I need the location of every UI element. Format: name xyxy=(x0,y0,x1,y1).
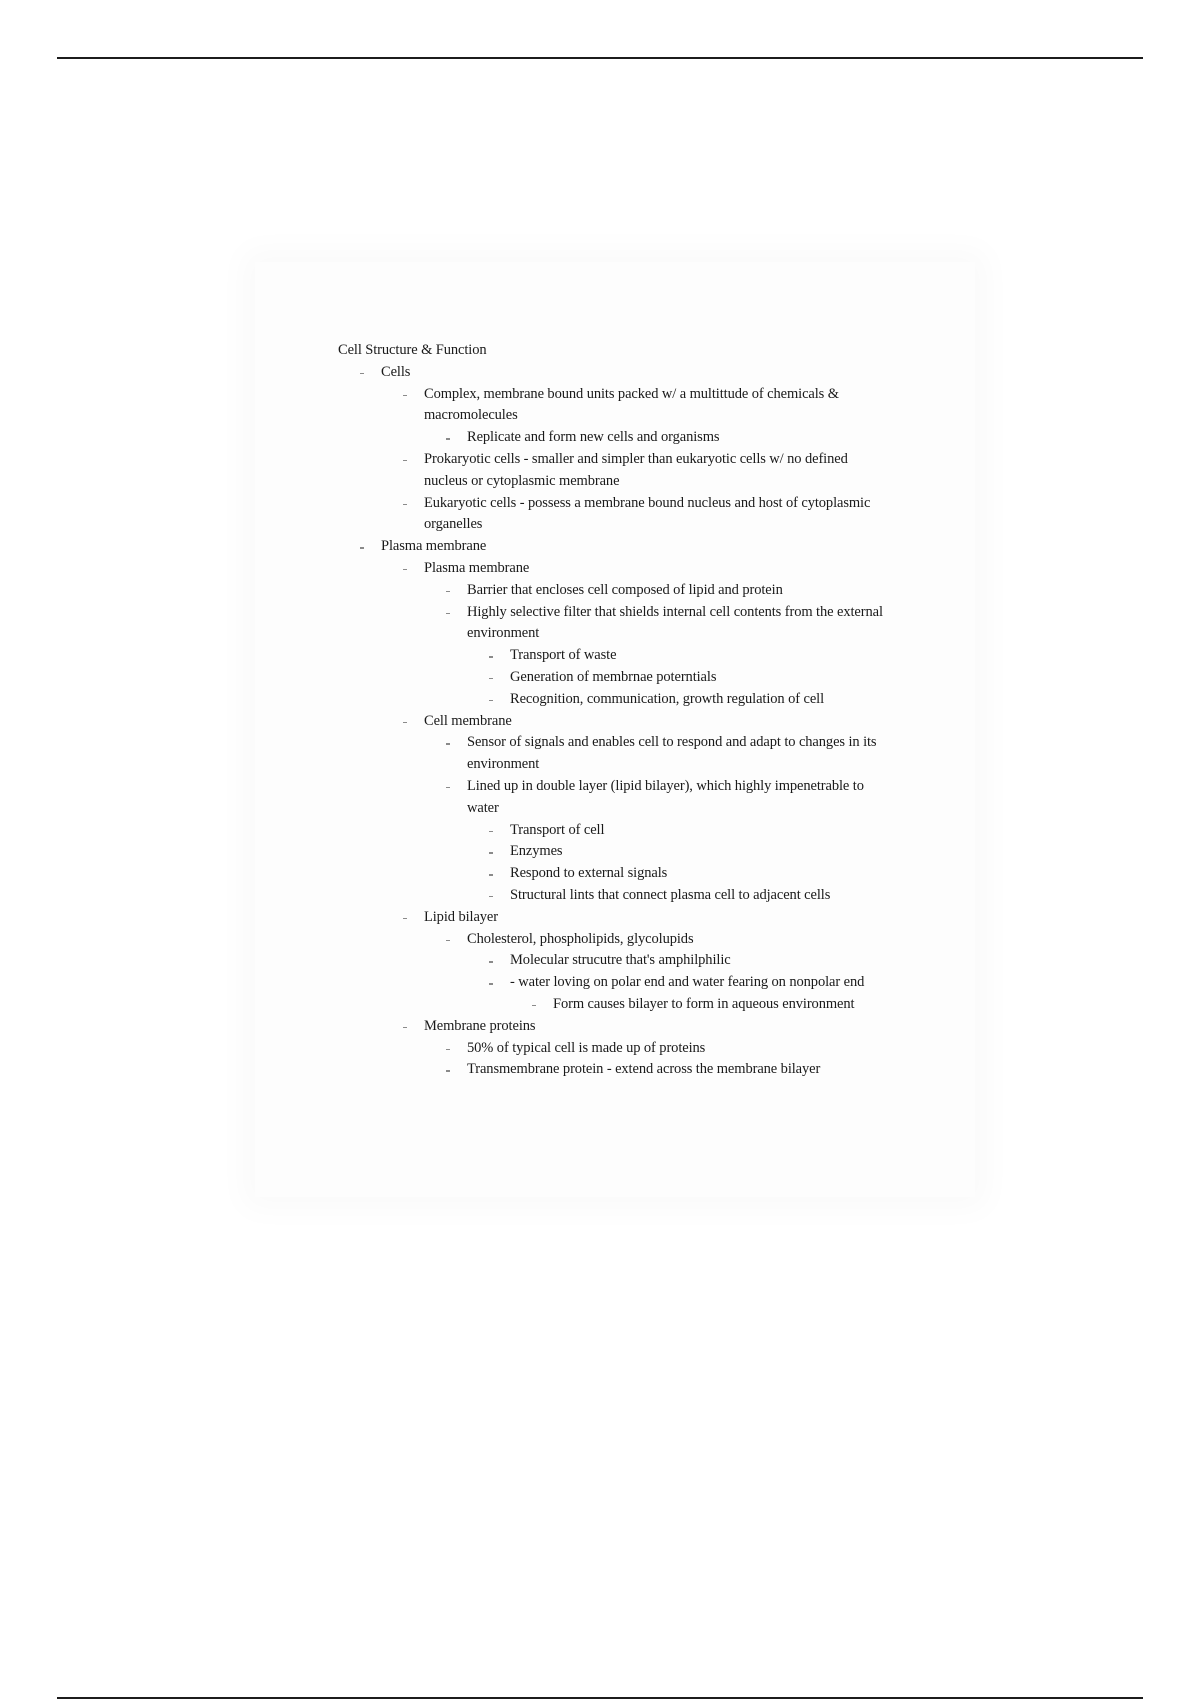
outline-item-text: Prokaryotic cells - smaller and simpler than eukaryotic cells w/ no defined nucleus or cytoplasmic membrane xyxy=(424,450,848,489)
outline-item xyxy=(510,689,938,711)
outline-item-text: Sensor of signals and enables cell to respond and adapt to changes in its environment xyxy=(467,734,877,773)
outline-item xyxy=(467,776,938,907)
outline-item xyxy=(424,384,938,449)
outline-item-text: Molecular strucutre that's amphilphilic xyxy=(510,952,731,969)
outline-item-text: Plasma membrane xyxy=(424,559,530,576)
outline-item xyxy=(510,645,938,667)
notes-content xyxy=(338,340,938,1081)
top-rule xyxy=(57,57,1143,59)
outline-item xyxy=(510,972,938,1016)
outline-item xyxy=(510,667,938,689)
outline-item xyxy=(467,1038,938,1060)
outline-item-text: Eukaryotic cells - possess a membrane bound nucleus and host of cytoplasmic organelles xyxy=(424,494,871,533)
outline-item xyxy=(467,929,938,1016)
outline-item-text: Plasma membrane xyxy=(381,538,487,555)
outline-level-3 xyxy=(424,732,938,906)
outline-item-text: Membrane proteins xyxy=(424,1017,536,1034)
outline-item-text: Lipid bilayer xyxy=(424,908,498,925)
outline-item-text: Transmembrane protein - extend across the membrane bilayer xyxy=(467,1061,821,1078)
outline-item-text: Cells xyxy=(381,363,411,380)
outline-item-text: Recognition, communication, growth regulation of cell xyxy=(510,690,825,707)
outline-item xyxy=(467,1059,938,1081)
outline-item xyxy=(510,820,938,842)
outline-level-5 xyxy=(510,994,938,1016)
bottom-rule xyxy=(57,1697,1143,1699)
outline-level-3 xyxy=(424,580,938,711)
outline-item-text: Barrier that encloses cell composed of lipid and protein xyxy=(467,581,783,598)
outline-level-2 xyxy=(381,384,938,537)
outline-item-text: Generation of membrnae poterntials xyxy=(510,668,717,685)
document-title: Cell Structure & Function xyxy=(338,342,487,358)
outline-item xyxy=(424,1016,938,1081)
outline-item xyxy=(553,994,938,1016)
outline-item xyxy=(510,950,938,972)
outline-level-2 xyxy=(381,558,938,1081)
outline-item-text: Highly selective filter that shields internal cell contents from the external environment xyxy=(467,603,883,642)
outline-item xyxy=(510,841,938,863)
outline-item-text: Structural lints that connect plasma cell to adjacent cells xyxy=(510,886,831,903)
outline-item-text: Lined up in double layer (lipid bilayer), which highly impenetrable to water xyxy=(467,777,864,816)
outline-item xyxy=(510,863,938,885)
outline-item xyxy=(424,711,938,907)
outline-item-text: Enzymes xyxy=(510,843,563,860)
outline-item-text: 50% of typical cell is made up of proteins xyxy=(467,1039,706,1056)
outline-item xyxy=(424,558,938,711)
outline-item xyxy=(467,580,938,602)
outline-item-text: Form causes bilayer to form in aqueous environment xyxy=(553,995,855,1012)
outline-item-text: Transport of waste xyxy=(510,647,617,664)
outline-item xyxy=(424,449,938,493)
outline-item-text: Cell membrane xyxy=(424,712,512,729)
outline-level-4 xyxy=(467,820,938,907)
outline-item xyxy=(424,493,938,537)
outline-item xyxy=(510,885,938,907)
outline-item xyxy=(467,602,938,711)
outline-level-3 xyxy=(424,929,938,1016)
outline-item-text: Transport of cell xyxy=(510,821,605,838)
outline-item xyxy=(381,362,938,536)
outline-level-1 xyxy=(338,362,938,1081)
outline-item-text: Respond to external signals xyxy=(510,865,668,882)
outline-item xyxy=(467,427,938,449)
outline-level-3 xyxy=(424,1038,938,1082)
outline-item xyxy=(467,732,938,776)
outline-item xyxy=(381,536,938,1081)
outline-level-4 xyxy=(467,950,938,1015)
outline-level-4 xyxy=(467,645,938,710)
outline-item-text: Replicate and form new cells and organisms xyxy=(467,429,720,446)
outline-item-text: - water loving on polar end and water fearing on nonpolar end xyxy=(510,974,865,991)
outline-level-3 xyxy=(424,427,938,449)
outline-item-text: Complex, membrane bound units packed w/ a multittude of chemicals & macromolecules xyxy=(424,385,839,424)
outline-item xyxy=(424,907,938,1016)
outline-item-text: Cholesterol, phospholipids, glycolupids xyxy=(467,930,694,947)
